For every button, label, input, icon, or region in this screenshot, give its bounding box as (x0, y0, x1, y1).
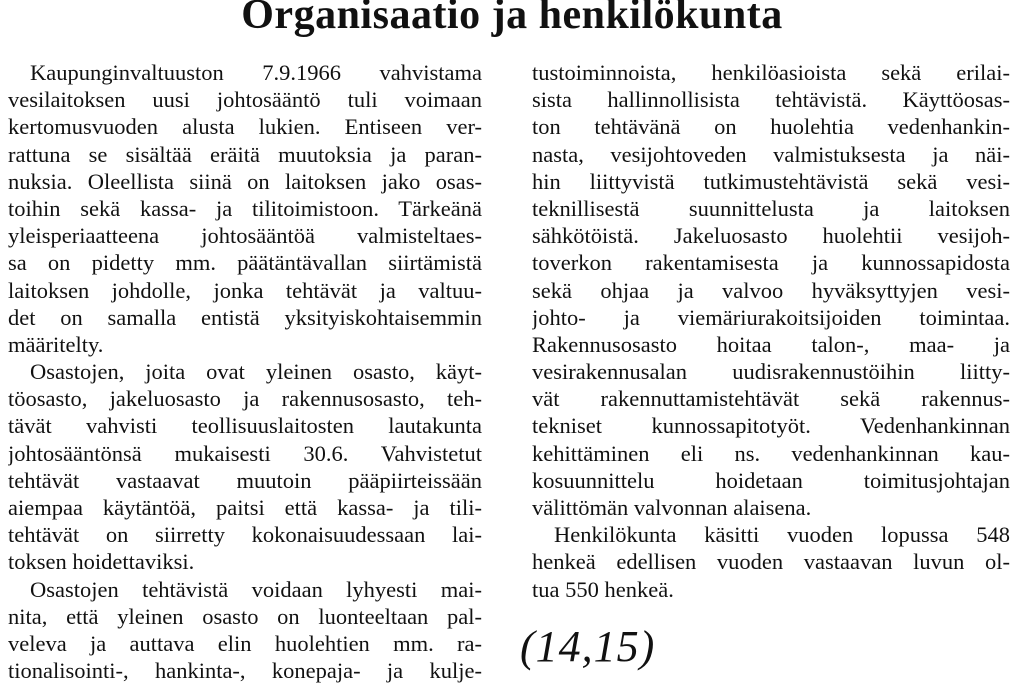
text-line: vät rakennuttamistehtävät sekä rakennus- (532, 386, 1010, 412)
text-line: Osastojen, joita ovat yleinen osasto, käyt- (30, 359, 482, 385)
text-line: Henkilökunta käsitti vuoden lopussa 548 (554, 522, 1010, 548)
text-line: teknillisestä suunnittelusta ja laitoksen (532, 195, 1010, 221)
text-line: tekniset kunnossapitotyöt. Vedenhankinnan (532, 413, 1010, 439)
text-line: ton tehtävänä on huolehtia vedenhankin- (532, 114, 1010, 140)
text-line: toksen hoidettaviksi. (8, 549, 195, 575)
text-line: määritelty. (8, 331, 104, 357)
left-text-column (8, 59, 482, 684)
text-line: toihin sekä kassa- ja tilitoimistoon. Tärkeänä (8, 195, 482, 221)
text-line: rattuna se sisältää eräitä muutoksia ja paran- (8, 141, 482, 167)
text-line: nuksia. Oleellista siinä on laitoksen jako osas- (8, 168, 482, 194)
text-line: tehtävät vastaavat muutoin pääpiirteissään (8, 467, 482, 493)
text-line: tävät vahvisti teollisuuslaitosten lautakunta (8, 413, 482, 439)
text-line: sa on pidetty mm. päätäntävallan siirtämistä (8, 250, 482, 276)
text-line: kertomusvuoden alusta lukien. Entiseen ver- (8, 114, 482, 140)
text-line: vesilaitoksen uusi johtosääntö tuli voimaan (8, 87, 482, 113)
text-line: hin liittyvistä tutkimustehtävistä sekä vesi- (532, 168, 1010, 194)
text-line: Rakennusosasto hoitaa talon-, maa- ja (532, 331, 1010, 357)
text-line: töosasto, jakeluosasto ja rakennusosasto, teh- (8, 386, 482, 412)
text-line: det on samalla entistä yksityiskohtaisemmin (8, 304, 482, 330)
text-line: välittömän valvonnan alaisena. (532, 495, 812, 520)
text-line: Kaupunginvaltuuston 7.9.1966 vahvistama (30, 60, 482, 85)
text-line: toverkon rakentamisesta ja kunnossapidosta (532, 250, 1010, 276)
text-line: johto- ja viemäriurakoitsijoiden toimintaa. (532, 304, 1010, 330)
text-line: tua 550 henkeä. (532, 576, 674, 602)
handwritten-page-reference: (14,15) (520, 622, 656, 671)
text-line: nita, että yleinen osasto on luonteeltaan pal- (8, 603, 482, 629)
text-line: tehtävät on siirretty kokonaisuudessaan lai- (8, 522, 482, 548)
text-line: johtosääntönsä mukaisesti 30.6. Vahvistetut (8, 440, 482, 466)
text-line: veleva ja auttava elin huolehtien mm. ra- (8, 630, 482, 656)
page-title: Organisaatio ja henkilökunta (241, 0, 783, 38)
text-line: sekä ohjaa ja valvoo hyväksyttyjen vesi- (532, 277, 1010, 303)
text-line: yleisperiaatteena johtosääntöä valmisteltaes- (8, 223, 482, 249)
text-line: vesirakennusalan uudisrakennustöihin liitty- (532, 359, 1010, 385)
text-line: aiempaa käytäntöä, paitsi että kassa- ja tili- (8, 495, 482, 520)
text-line: tionalisointi-, hankinta-, konepaja- ja kulje- (8, 658, 482, 684)
text-line: henkeä edellisen vuoden vastaavan luvun ol- (532, 549, 1010, 575)
text-line: Osastojen tehtävistä voidaan lyhyesti mai- (30, 576, 482, 602)
text-line: sähkötöistä. Jakeluosasto huolehtii vesijoh- (532, 223, 1010, 249)
text-line: laitoksen johdolle, jonka tehtävät ja valtuu- (8, 277, 482, 303)
text-line: kosuunnittelu hoidetaan toimitusjohtajan (532, 467, 1010, 493)
text-line: nasta, vesijohtoveden valmistuksesta ja näi- (532, 141, 1010, 167)
text-line: tustoiminnoista, henkilöasioista sekä erilai- (532, 60, 1010, 85)
text-line: kehittäminen eli ns. vedenhankinnan kau- (532, 440, 1010, 466)
text-line: sista hallinnollisista tehtävistä. Käyttöosas- (532, 87, 1010, 113)
right-text-column (532, 59, 1010, 603)
